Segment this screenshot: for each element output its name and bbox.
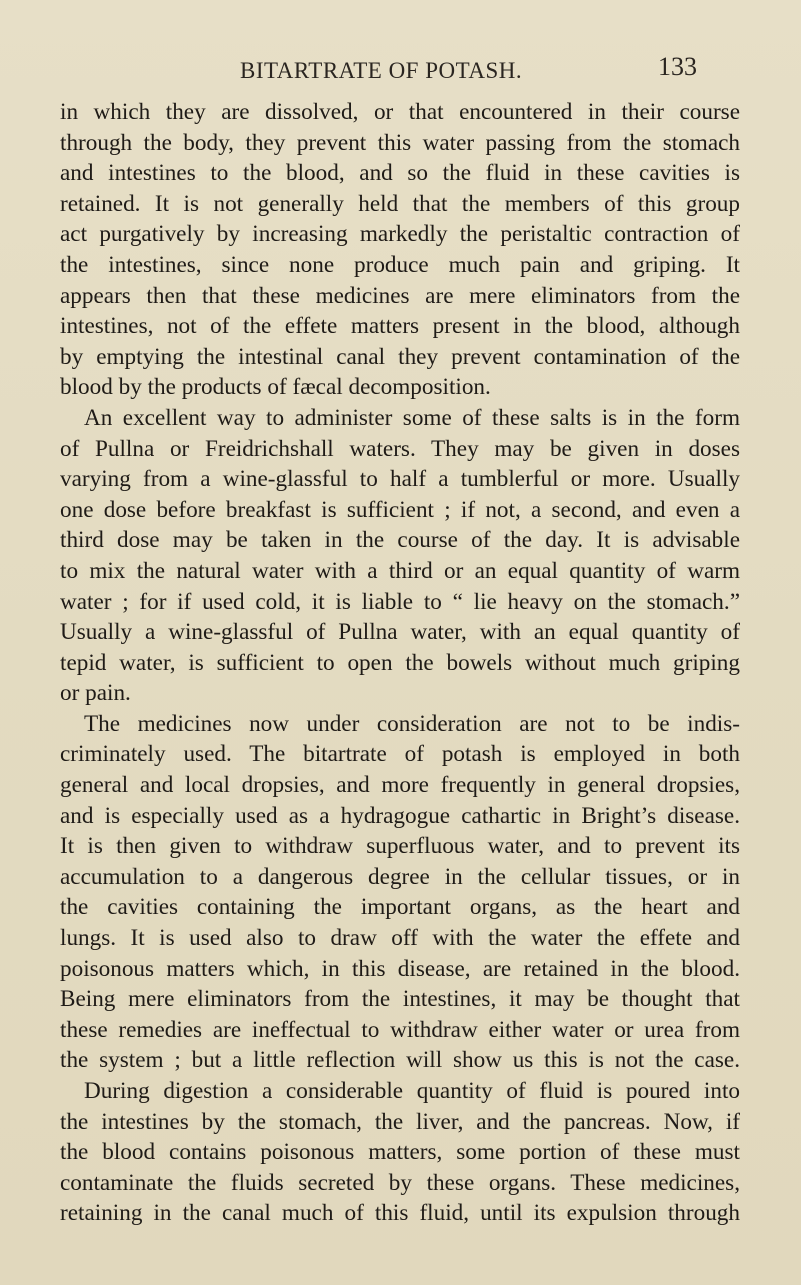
text-line: and intestines to the blood, and so the fluid in these cavities is xyxy=(60,160,740,187)
text-line: the intestines by the stomach, the liver, and the pancreas. Now, if xyxy=(60,1108,740,1135)
text-line: the cavities containing the important organs, as the heart and xyxy=(60,894,740,921)
text-line: criminately used. The bitartrate of potash is employed in both xyxy=(60,741,740,768)
text-line: The medicines now under consideration are not to be indis- xyxy=(84,710,740,737)
text-line: retaining in the canal much of this fluid, until its expulsion through xyxy=(60,1200,740,1227)
text-line: and is especially used as a hydragogue cathartic in Bright’s disease. xyxy=(60,802,740,829)
text-line: contaminate the fluids secreted by these organs. These medicines, xyxy=(60,1169,740,1196)
text-line: blood by the products of fæcal decomposition. xyxy=(60,374,491,401)
text-line: in which they are dissolved, or that encountered in their course xyxy=(60,99,740,125)
text-line: the blood contains poisonous matters, some portion of these must xyxy=(60,1139,740,1166)
text-line: of Pullna or Freidrichshall waters. They may be given in doses xyxy=(60,435,740,462)
text-line: water ; for if used cold, it is liable to “ lie heavy on the stomach.” xyxy=(60,588,740,615)
text-line: by emptying the intestinal canal they prevent contamination of the xyxy=(60,343,740,370)
text-line: An excellent way to administer some of these salts is in the form xyxy=(84,404,740,431)
text-line: accumulation to a dangerous degree in the cellular tissues, or in xyxy=(60,863,740,890)
text-line: lungs. It is used also to draw off with the water the effete and xyxy=(60,925,740,952)
text-line: or pain. xyxy=(60,680,131,707)
body-text xyxy=(60,97,740,1229)
text-line: During digestion a considerable quantity of fluid is poured into xyxy=(84,1078,740,1104)
text-line: tepid water, is sufficient to open the bowels without much griping xyxy=(60,649,740,676)
text-line: Being mere eliminators from the intestines, it may be thought that xyxy=(60,986,740,1013)
text-line: through the body, they prevent this water passing from the stomach xyxy=(60,129,740,156)
text-line: act purgatively by increasing markedly the peristaltic contraction of xyxy=(60,221,740,248)
text-line: It is then given to withdraw superfluous water, and to prevent its xyxy=(60,833,740,860)
text-line: poisonous matters which, in this disease, are retained in the blood. xyxy=(60,955,740,982)
text-line: intestines, not of the effete matters present in the blood, although xyxy=(60,313,740,340)
running-title: BITARTRATE OF POTASH. xyxy=(240,58,523,83)
text-line: one dose before breakfast is sufficient ; if not, a second, and even a xyxy=(60,496,740,523)
text-line: Usually a wine-glassful of Pullna water, with an equal quantity of xyxy=(60,619,740,646)
text-line: these remedies are ineffectual to withdraw either water or urea from xyxy=(60,1016,740,1043)
text-line: retained. It is not generally held that the members of this group xyxy=(60,190,740,217)
page-number: 133 xyxy=(658,52,697,81)
text-line: general and local dropsies, and more frequently in general dropsies, xyxy=(60,772,740,799)
text-line: third dose may be taken in the course of the day. It is advisable xyxy=(60,527,740,554)
text-line: the intestines, since none produce much pain and griping. It xyxy=(60,251,740,278)
text-line: the system ; but a little reflection will show us this is not the case. xyxy=(60,1047,740,1074)
text-line: varying from a wine-glassful to half a tumblerful or more. Usually xyxy=(60,466,740,493)
running-head xyxy=(0,52,801,88)
text-line: appears then that these medicines are mere eliminators from the xyxy=(60,282,740,309)
text-line: to mix the natural water with a third or an equal quantity of warm xyxy=(60,557,740,584)
